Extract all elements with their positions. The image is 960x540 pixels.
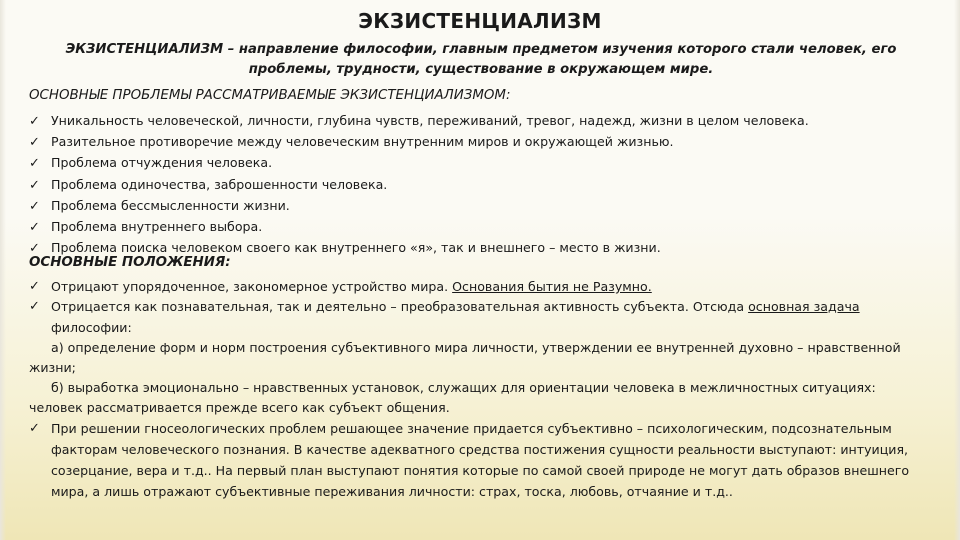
list-item (29, 217, 929, 238)
problem-text: Проблема поиска человеком своего как внутреннего «я», так и внешнего – место в жизни. (51, 240, 661, 256)
checkmark-icon: ✓ (29, 421, 40, 436)
position-text: При решении гносеологических проблем решающее значение придается субъективно – психологическим, подсознательным факторам человеческого познания. В качестве адекватного средства постижения сущности реальности выступают: интуиция, созерцание, вера и т.д.. На первый план выступают понятия которые по самой своей природе не могут дать образов внешнего мира, а лишь отражают субъективные переживания личности: страх, тоска, любовь, отчаяние и т.д.. (51, 421, 910, 499)
position-plain-text: Отрицают упорядоченное, закономерное устройство мира. (51, 279, 453, 294)
slide-title: ЭКЗИСТЕНЦИАЛИЗМ (358, 9, 602, 33)
problems-list (29, 111, 929, 259)
position-underlined-text: Основания бытия не Разумно. (452, 279, 652, 294)
position-item (29, 418, 929, 502)
position-text (29, 296, 931, 338)
position-item (29, 276, 929, 297)
position-tail-text: философии: (51, 320, 132, 335)
list-item (29, 153, 929, 174)
list-item (29, 111, 929, 132)
problem-text: Разительное противоречие между человеческим внутренним миров и окружающей жизнью. (51, 134, 674, 150)
positions-heading: ОСНОВНЫЕ ПОЛОЖЕНИЯ: (29, 255, 231, 270)
position-plain-text: Отрицается как познавательная, так и деятельно – преобразовательная активность субъекта. Отсюда (51, 299, 749, 314)
definition-subtitle: ЭКЗИСТЕНЦИАЛИЗМ – направление философии, главным предметом изучения которого стали человек, его проблемы, трудности, существование в окружающем мире. (65, 42, 897, 77)
subpoint-b: б) выработка эмоционально – нравственных установок, служащих для ориентации человека в межличностных ситуациях: человек рассматривается прежде всего как субъект общения. (29, 380, 876, 415)
checkmark-icon: ✓ (29, 198, 40, 214)
problem-text: Проблема бессмысленности жизни. (51, 197, 290, 213)
problem-text: Проблема отчуждения человека. (51, 155, 273, 171)
position-text (29, 276, 929, 297)
problems-heading: ОСНОВНЫЕ ПРОБЛЕМЫ РАССМАТРИВАЕМЫЕ ЭКЗИСТЕНЦИАЛИЗМОМ: (29, 88, 511, 103)
subpoint-a: а) определение форм и норм построения субъективного мира личности, утверждении ее внутренней духовно – нравственной жизни; (29, 340, 901, 375)
checkmark-icon: ✓ (29, 279, 40, 294)
checkmark-icon: ✓ (29, 114, 40, 129)
list-item (29, 132, 929, 153)
checkmark-icon: ✓ (29, 156, 40, 172)
checkmark-icon: ✓ (29, 241, 40, 257)
position-underlined-text: основная задача (748, 299, 860, 314)
checkmark-icon: ✓ (29, 299, 40, 314)
problem-text: Уникальность человеческой, личности, глубина чувств, переживаний, тревог, надежд, жизни в целом человека. (51, 113, 809, 128)
position-item (29, 296, 929, 338)
list-item (29, 175, 929, 196)
problem-text: Проблема одиночества, заброшенности человека. (51, 176, 388, 192)
list-item (29, 196, 929, 217)
checkmark-icon: ✓ (29, 177, 40, 193)
checkmark-icon: ✓ (29, 220, 40, 236)
checkmark-icon: ✓ (29, 135, 40, 151)
problem-text: Проблема внутреннего выбора. (51, 219, 263, 235)
